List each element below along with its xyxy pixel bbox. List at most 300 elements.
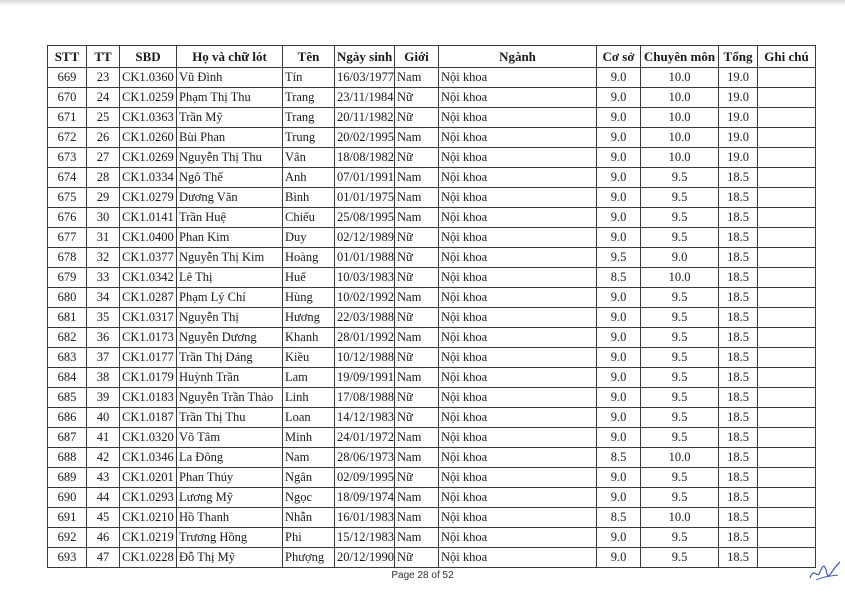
cell-tt: 45 xyxy=(87,508,120,528)
cell-tt: 29 xyxy=(87,188,120,208)
cell-chuyen-mon: 9.5 xyxy=(641,408,719,428)
cell-tt: 31 xyxy=(87,228,120,248)
cell-tt: 46 xyxy=(87,528,120,548)
cell-stt: 670 xyxy=(48,88,87,108)
header-ho-lot: Họ và chữ lót xyxy=(177,46,283,68)
cell-chuyen-mon: 9.5 xyxy=(641,228,719,248)
cell-ten: Nhẫn xyxy=(283,508,335,528)
cell-sbd: CK1.0141 xyxy=(120,208,177,228)
table-row xyxy=(48,368,816,388)
cell-gioi: Nam xyxy=(395,208,439,228)
cell-chuyen-mon: 9.5 xyxy=(641,368,719,388)
cell-nganh: Nội khoa xyxy=(439,128,597,148)
cell-gioi: Nam xyxy=(395,488,439,508)
cell-ngay-sinh: 01/01/1975 xyxy=(335,188,395,208)
cell-gioi: Nam xyxy=(395,128,439,148)
cell-ngay-sinh: 10/02/1992 xyxy=(335,288,395,308)
cell-gioi: Nữ xyxy=(395,348,439,368)
cell-gioi: Nam xyxy=(395,288,439,308)
cell-co-so: 9.0 xyxy=(597,548,641,568)
cell-co-so: 8.5 xyxy=(597,268,641,288)
cell-ho-lot: Nguyễn Thị Kim xyxy=(177,248,283,268)
cell-ngay-sinh: 18/09/1974 xyxy=(335,488,395,508)
cell-tong: 19.0 xyxy=(719,88,758,108)
cell-tong: 18.5 xyxy=(719,448,758,468)
cell-tt: 40 xyxy=(87,408,120,428)
cell-ho-lot: Nguyễn Thị Thu xyxy=(177,148,283,168)
cell-co-so: 9.0 xyxy=(597,208,641,228)
cell-tong: 18.5 xyxy=(719,268,758,288)
cell-ten: Hùng xyxy=(283,288,335,308)
table-row xyxy=(48,168,816,188)
cell-ho-lot: Nguyễn Trần Thảo xyxy=(177,388,283,408)
cell-tt: 32 xyxy=(87,248,120,268)
cell-tt: 35 xyxy=(87,308,120,328)
cell-tong: 18.5 xyxy=(719,428,758,448)
cell-nganh: Nội khoa xyxy=(439,288,597,308)
cell-nganh: Nội khoa xyxy=(439,508,597,528)
cell-nganh: Nội khoa xyxy=(439,148,597,168)
cell-ghi-chu xyxy=(758,128,816,148)
cell-ghi-chu xyxy=(758,448,816,468)
cell-ten: Trang xyxy=(283,108,335,128)
table-row xyxy=(48,248,816,268)
cell-ghi-chu xyxy=(758,548,816,568)
cell-co-so: 9.0 xyxy=(597,348,641,368)
cell-ten: Vân xyxy=(283,148,335,168)
cell-gioi: Nữ xyxy=(395,308,439,328)
header-ghi-chu: Ghi chú xyxy=(758,46,816,68)
cell-nganh: Nội khoa xyxy=(439,208,597,228)
cell-nganh: Nội khoa xyxy=(439,528,597,548)
cell-chuyen-mon: 9.0 xyxy=(641,248,719,268)
cell-chuyen-mon: 10.0 xyxy=(641,128,719,148)
cell-tt: 38 xyxy=(87,368,120,388)
cell-sbd: CK1.0183 xyxy=(120,388,177,408)
cell-ten: Anh xyxy=(283,168,335,188)
header-co-so: Cơ sở xyxy=(597,46,641,68)
cell-sbd: CK1.0400 xyxy=(120,228,177,248)
cell-ghi-chu xyxy=(758,268,816,288)
cell-tong: 18.5 xyxy=(719,468,758,488)
cell-chuyen-mon: 10.0 xyxy=(641,88,719,108)
cell-ghi-chu xyxy=(758,68,816,88)
cell-chuyen-mon: 10.0 xyxy=(641,448,719,468)
cell-sbd: CK1.0173 xyxy=(120,328,177,348)
cell-gioi: Nữ xyxy=(395,108,439,128)
cell-ho-lot: Huỳnh Trần xyxy=(177,368,283,388)
cell-gioi: Nam xyxy=(395,328,439,348)
cell-ghi-chu xyxy=(758,168,816,188)
cell-co-so: 8.5 xyxy=(597,508,641,528)
cell-nganh: Nội khoa xyxy=(439,168,597,188)
cell-co-so: 9.0 xyxy=(597,288,641,308)
cell-sbd: CK1.0187 xyxy=(120,408,177,428)
cell-ghi-chu xyxy=(758,308,816,328)
cell-tt: 24 xyxy=(87,88,120,108)
cell-ngay-sinh: 10/03/1983 xyxy=(335,268,395,288)
cell-tong: 19.0 xyxy=(719,108,758,128)
cell-sbd: CK1.0317 xyxy=(120,308,177,328)
cell-stt: 684 xyxy=(48,368,87,388)
table-row xyxy=(48,228,816,248)
cell-ngay-sinh: 23/11/1984 xyxy=(335,88,395,108)
cell-gioi: Nam xyxy=(395,508,439,528)
cell-chuyen-mon: 10.0 xyxy=(641,268,719,288)
cell-sbd: CK1.0320 xyxy=(120,428,177,448)
cell-ho-lot: Nguyễn Thị xyxy=(177,308,283,328)
cell-ghi-chu xyxy=(758,208,816,228)
cell-co-so: 9.0 xyxy=(597,468,641,488)
cell-sbd: CK1.0269 xyxy=(120,148,177,168)
cell-tong: 18.5 xyxy=(719,228,758,248)
cell-ten: Hương xyxy=(283,308,335,328)
header-tong: Tổng xyxy=(719,46,758,68)
cell-ghi-chu xyxy=(758,408,816,428)
cell-co-so: 8.5 xyxy=(597,448,641,468)
cell-ho-lot: Bùi Phan xyxy=(177,128,283,148)
cell-tong: 18.5 xyxy=(719,368,758,388)
cell-nganh: Nội khoa xyxy=(439,328,597,348)
cell-nganh: Nội khoa xyxy=(439,548,597,568)
header-nganh: Ngành xyxy=(439,46,597,68)
cell-ghi-chu xyxy=(758,468,816,488)
cell-gioi: Nữ xyxy=(395,548,439,568)
cell-ghi-chu xyxy=(758,328,816,348)
cell-ten: Lam xyxy=(283,368,335,388)
cell-stt: 671 xyxy=(48,108,87,128)
cell-ho-lot: Ngô Thế xyxy=(177,168,283,188)
cell-co-so: 9.0 xyxy=(597,68,641,88)
cell-ngay-sinh: 16/01/1983 xyxy=(335,508,395,528)
cell-chuyen-mon: 10.0 xyxy=(641,68,719,88)
cell-ngay-sinh: 01/01/1988 xyxy=(335,248,395,268)
cell-stt: 682 xyxy=(48,328,87,348)
cell-chuyen-mon: 9.5 xyxy=(641,208,719,228)
cell-stt: 674 xyxy=(48,168,87,188)
cell-ten: Huế xyxy=(283,268,335,288)
cell-stt: 683 xyxy=(48,348,87,368)
cell-stt: 678 xyxy=(48,248,87,268)
table-row xyxy=(48,208,816,228)
cell-co-so: 9.0 xyxy=(597,328,641,348)
cell-nganh: Nội khoa xyxy=(439,88,597,108)
cell-chuyen-mon: 10.0 xyxy=(641,108,719,128)
cell-ho-lot: Trần Mỹ xyxy=(177,108,283,128)
cell-tong: 18.5 xyxy=(719,408,758,428)
cell-gioi: Nữ xyxy=(395,248,439,268)
cell-stt: 693 xyxy=(48,548,87,568)
cell-ho-lot: Phạm Lý Chí xyxy=(177,288,283,308)
cell-ten: Duy xyxy=(283,228,335,248)
cell-sbd: CK1.0210 xyxy=(120,508,177,528)
table-row xyxy=(48,548,816,568)
cell-chuyen-mon: 10.0 xyxy=(641,148,719,168)
table-row xyxy=(48,68,816,88)
cell-ho-lot: Đỗ Thị Mỹ xyxy=(177,548,283,568)
cell-stt: 681 xyxy=(48,308,87,328)
cell-ghi-chu xyxy=(758,428,816,448)
cell-ten: Bình xyxy=(283,188,335,208)
cell-sbd: CK1.0219 xyxy=(120,528,177,548)
table-row xyxy=(48,388,816,408)
cell-tong: 18.5 xyxy=(719,288,758,308)
cell-gioi: Nữ xyxy=(395,228,439,248)
cell-co-so: 9.0 xyxy=(597,148,641,168)
cell-sbd: CK1.0179 xyxy=(120,368,177,388)
cell-tong: 18.5 xyxy=(719,188,758,208)
cell-tt: 42 xyxy=(87,448,120,468)
cell-ho-lot: Trần Huệ xyxy=(177,208,283,228)
cell-sbd: CK1.0228 xyxy=(120,548,177,568)
cell-nganh: Nội khoa xyxy=(439,348,597,368)
cell-tong: 18.5 xyxy=(719,488,758,508)
cell-ho-lot: Lê Thị xyxy=(177,268,283,288)
cell-ho-lot: Trương Hồng xyxy=(177,528,283,548)
cell-ngay-sinh: 25/08/1995 xyxy=(335,208,395,228)
cell-ghi-chu xyxy=(758,368,816,388)
table-row xyxy=(48,428,816,448)
cell-ho-lot: Vũ Đình xyxy=(177,68,283,88)
cell-chuyen-mon: 9.5 xyxy=(641,348,719,368)
cell-tong: 18.5 xyxy=(719,508,758,528)
cell-tong: 19.0 xyxy=(719,68,758,88)
cell-ho-lot: Phạm Thị Thu xyxy=(177,88,283,108)
cell-ho-lot: Lương Mỹ xyxy=(177,488,283,508)
cell-co-so: 9.0 xyxy=(597,388,641,408)
cell-tong: 18.5 xyxy=(719,328,758,348)
cell-stt: 677 xyxy=(48,228,87,248)
cell-ghi-chu xyxy=(758,228,816,248)
cell-tong: 19.0 xyxy=(719,148,758,168)
cell-stt: 692 xyxy=(48,528,87,548)
cell-ngay-sinh: 28/06/1973 xyxy=(335,448,395,468)
cell-ngay-sinh: 14/12/1983 xyxy=(335,408,395,428)
cell-sbd: CK1.0293 xyxy=(120,488,177,508)
cell-ho-lot: Hồ Thanh xyxy=(177,508,283,528)
cell-stt: 689 xyxy=(48,468,87,488)
cell-nganh: Nội khoa xyxy=(439,268,597,288)
cell-sbd: CK1.0260 xyxy=(120,128,177,148)
table-row xyxy=(48,408,816,428)
scan-top-edge xyxy=(0,0,845,6)
cell-ten: Linh xyxy=(283,388,335,408)
cell-nganh: Nội khoa xyxy=(439,248,597,268)
cell-chuyen-mon: 9.5 xyxy=(641,308,719,328)
cell-stt: 680 xyxy=(48,288,87,308)
cell-nganh: Nội khoa xyxy=(439,408,597,428)
cell-tt: 23 xyxy=(87,68,120,88)
cell-gioi: Nam xyxy=(395,448,439,468)
cell-nganh: Nội khoa xyxy=(439,308,597,328)
cell-ghi-chu xyxy=(758,488,816,508)
cell-tt: 25 xyxy=(87,108,120,128)
cell-tt: 28 xyxy=(87,168,120,188)
table-row xyxy=(48,348,816,368)
header-tt: TT xyxy=(87,46,120,68)
cell-ngay-sinh: 07/01/1991 xyxy=(335,168,395,188)
cell-chuyen-mon: 9.5 xyxy=(641,528,719,548)
cell-co-so: 9.0 xyxy=(597,408,641,428)
cell-tt: 34 xyxy=(87,288,120,308)
cell-stt: 686 xyxy=(48,408,87,428)
cell-tt: 41 xyxy=(87,428,120,448)
cell-chuyen-mon: 9.5 xyxy=(641,188,719,208)
results-table xyxy=(47,45,816,568)
cell-ho-lot: Nguyễn Dương xyxy=(177,328,283,348)
cell-sbd: CK1.0363 xyxy=(120,108,177,128)
cell-ten: Hoàng xyxy=(283,248,335,268)
cell-ngay-sinh: 24/01/1972 xyxy=(335,428,395,448)
cell-co-so: 9.0 xyxy=(597,488,641,508)
cell-ten: Chiếu xyxy=(283,208,335,228)
cell-stt: 690 xyxy=(48,488,87,508)
cell-sbd: CK1.0287 xyxy=(120,288,177,308)
cell-gioi: Nữ xyxy=(395,468,439,488)
cell-ngay-sinh: 10/12/1988 xyxy=(335,348,395,368)
cell-nganh: Nội khoa xyxy=(439,488,597,508)
cell-chuyen-mon: 9.5 xyxy=(641,168,719,188)
cell-tt: 47 xyxy=(87,548,120,568)
cell-ngay-sinh: 02/09/1995 xyxy=(335,468,395,488)
header-gioi: Giới xyxy=(395,46,439,68)
cell-ghi-chu xyxy=(758,348,816,368)
cell-nganh: Nội khoa xyxy=(439,468,597,488)
table-row xyxy=(48,148,816,168)
cell-tong: 18.5 xyxy=(719,388,758,408)
cell-stt: 691 xyxy=(48,508,87,528)
cell-co-so: 9.0 xyxy=(597,308,641,328)
cell-ngay-sinh: 18/08/1982 xyxy=(335,148,395,168)
cell-gioi: Nữ xyxy=(395,408,439,428)
cell-ten: Trang xyxy=(283,88,335,108)
cell-ghi-chu xyxy=(758,148,816,168)
cell-stt: 675 xyxy=(48,188,87,208)
cell-chuyen-mon: 9.5 xyxy=(641,548,719,568)
cell-sbd: CK1.0334 xyxy=(120,168,177,188)
cell-nganh: Nội khoa xyxy=(439,188,597,208)
cell-gioi: Nam xyxy=(395,188,439,208)
cell-ten: Minh xyxy=(283,428,335,448)
cell-sbd: CK1.0360 xyxy=(120,68,177,88)
cell-ghi-chu xyxy=(758,528,816,548)
cell-ghi-chu xyxy=(758,288,816,308)
cell-co-so: 9.0 xyxy=(597,428,641,448)
cell-tong: 18.5 xyxy=(719,308,758,328)
cell-chuyen-mon: 9.5 xyxy=(641,388,719,408)
cell-ghi-chu xyxy=(758,248,816,268)
cell-ho-lot: Phan Thúy xyxy=(177,468,283,488)
table-row xyxy=(48,328,816,348)
cell-tt: 36 xyxy=(87,328,120,348)
cell-nganh: Nội khoa xyxy=(439,228,597,248)
table-header-row xyxy=(48,46,816,68)
cell-tt: 43 xyxy=(87,468,120,488)
cell-chuyen-mon: 9.5 xyxy=(641,428,719,448)
cell-ten: Ngọc xyxy=(283,488,335,508)
cell-stt: 685 xyxy=(48,388,87,408)
cell-tong: 18.5 xyxy=(719,168,758,188)
cell-ho-lot: Trần Thị Thu xyxy=(177,408,283,428)
cell-ho-lot: La Đông xyxy=(177,448,283,468)
cell-co-so: 9.0 xyxy=(597,108,641,128)
cell-tt: 39 xyxy=(87,388,120,408)
cell-ngay-sinh: 22/03/1988 xyxy=(335,308,395,328)
cell-co-so: 9.0 xyxy=(597,128,641,148)
cell-gioi: Nam xyxy=(395,368,439,388)
cell-tt: 44 xyxy=(87,488,120,508)
cell-ho-lot: Phan Kim xyxy=(177,228,283,248)
header-ngay-sinh: Ngày sinh xyxy=(335,46,395,68)
cell-stt: 673 xyxy=(48,148,87,168)
cell-co-so: 9.0 xyxy=(597,528,641,548)
signature-icon xyxy=(808,558,842,584)
table-row xyxy=(48,448,816,468)
cell-gioi: Nữ xyxy=(395,388,439,408)
table-row xyxy=(48,508,816,528)
cell-ngay-sinh: 15/12/1983 xyxy=(335,528,395,548)
cell-ngay-sinh: 17/08/1988 xyxy=(335,388,395,408)
cell-ten: Tín xyxy=(283,68,335,88)
cell-co-so: 9.0 xyxy=(597,188,641,208)
cell-chuyen-mon: 9.5 xyxy=(641,288,719,308)
cell-sbd: CK1.0346 xyxy=(120,448,177,468)
table-body xyxy=(48,68,816,568)
cell-sbd: CK1.0342 xyxy=(120,268,177,288)
table-row xyxy=(48,128,816,148)
table-row xyxy=(48,488,816,508)
cell-ten: Nam xyxy=(283,448,335,468)
cell-chuyen-mon: 9.5 xyxy=(641,488,719,508)
cell-chuyen-mon: 9.5 xyxy=(641,328,719,348)
table-row xyxy=(48,268,816,288)
cell-ten: Loan xyxy=(283,408,335,428)
cell-co-so: 9.5 xyxy=(597,248,641,268)
cell-tt: 27 xyxy=(87,148,120,168)
cell-sbd: CK1.0201 xyxy=(120,468,177,488)
cell-ghi-chu xyxy=(758,508,816,528)
cell-co-so: 9.0 xyxy=(597,168,641,188)
cell-tt: 37 xyxy=(87,348,120,368)
cell-gioi: Nam xyxy=(395,168,439,188)
cell-ngay-sinh: 16/03/1977 xyxy=(335,68,395,88)
cell-ghi-chu xyxy=(758,88,816,108)
cell-tt: 30 xyxy=(87,208,120,228)
cell-tt: 33 xyxy=(87,268,120,288)
cell-stt: 669 xyxy=(48,68,87,88)
table-row xyxy=(48,288,816,308)
cell-ngay-sinh: 19/09/1991 xyxy=(335,368,395,388)
cell-sbd: CK1.0259 xyxy=(120,88,177,108)
cell-ten: Trung xyxy=(283,128,335,148)
cell-stt: 679 xyxy=(48,268,87,288)
cell-tong: 18.5 xyxy=(719,548,758,568)
cell-chuyen-mon: 10.0 xyxy=(641,508,719,528)
cell-ghi-chu xyxy=(758,388,816,408)
cell-nganh: Nội khoa xyxy=(439,108,597,128)
cell-sbd: CK1.0279 xyxy=(120,188,177,208)
table-row xyxy=(48,308,816,328)
cell-tong: 18.5 xyxy=(719,248,758,268)
cell-tong: 18.5 xyxy=(719,348,758,368)
table-row xyxy=(48,468,816,488)
cell-ngay-sinh: 28/01/1992 xyxy=(335,328,395,348)
cell-ten: Phượng xyxy=(283,548,335,568)
header-sbd: SBD xyxy=(120,46,177,68)
table-row xyxy=(48,188,816,208)
cell-nganh: Nội khoa xyxy=(439,428,597,448)
header-stt: STT xyxy=(48,46,87,68)
